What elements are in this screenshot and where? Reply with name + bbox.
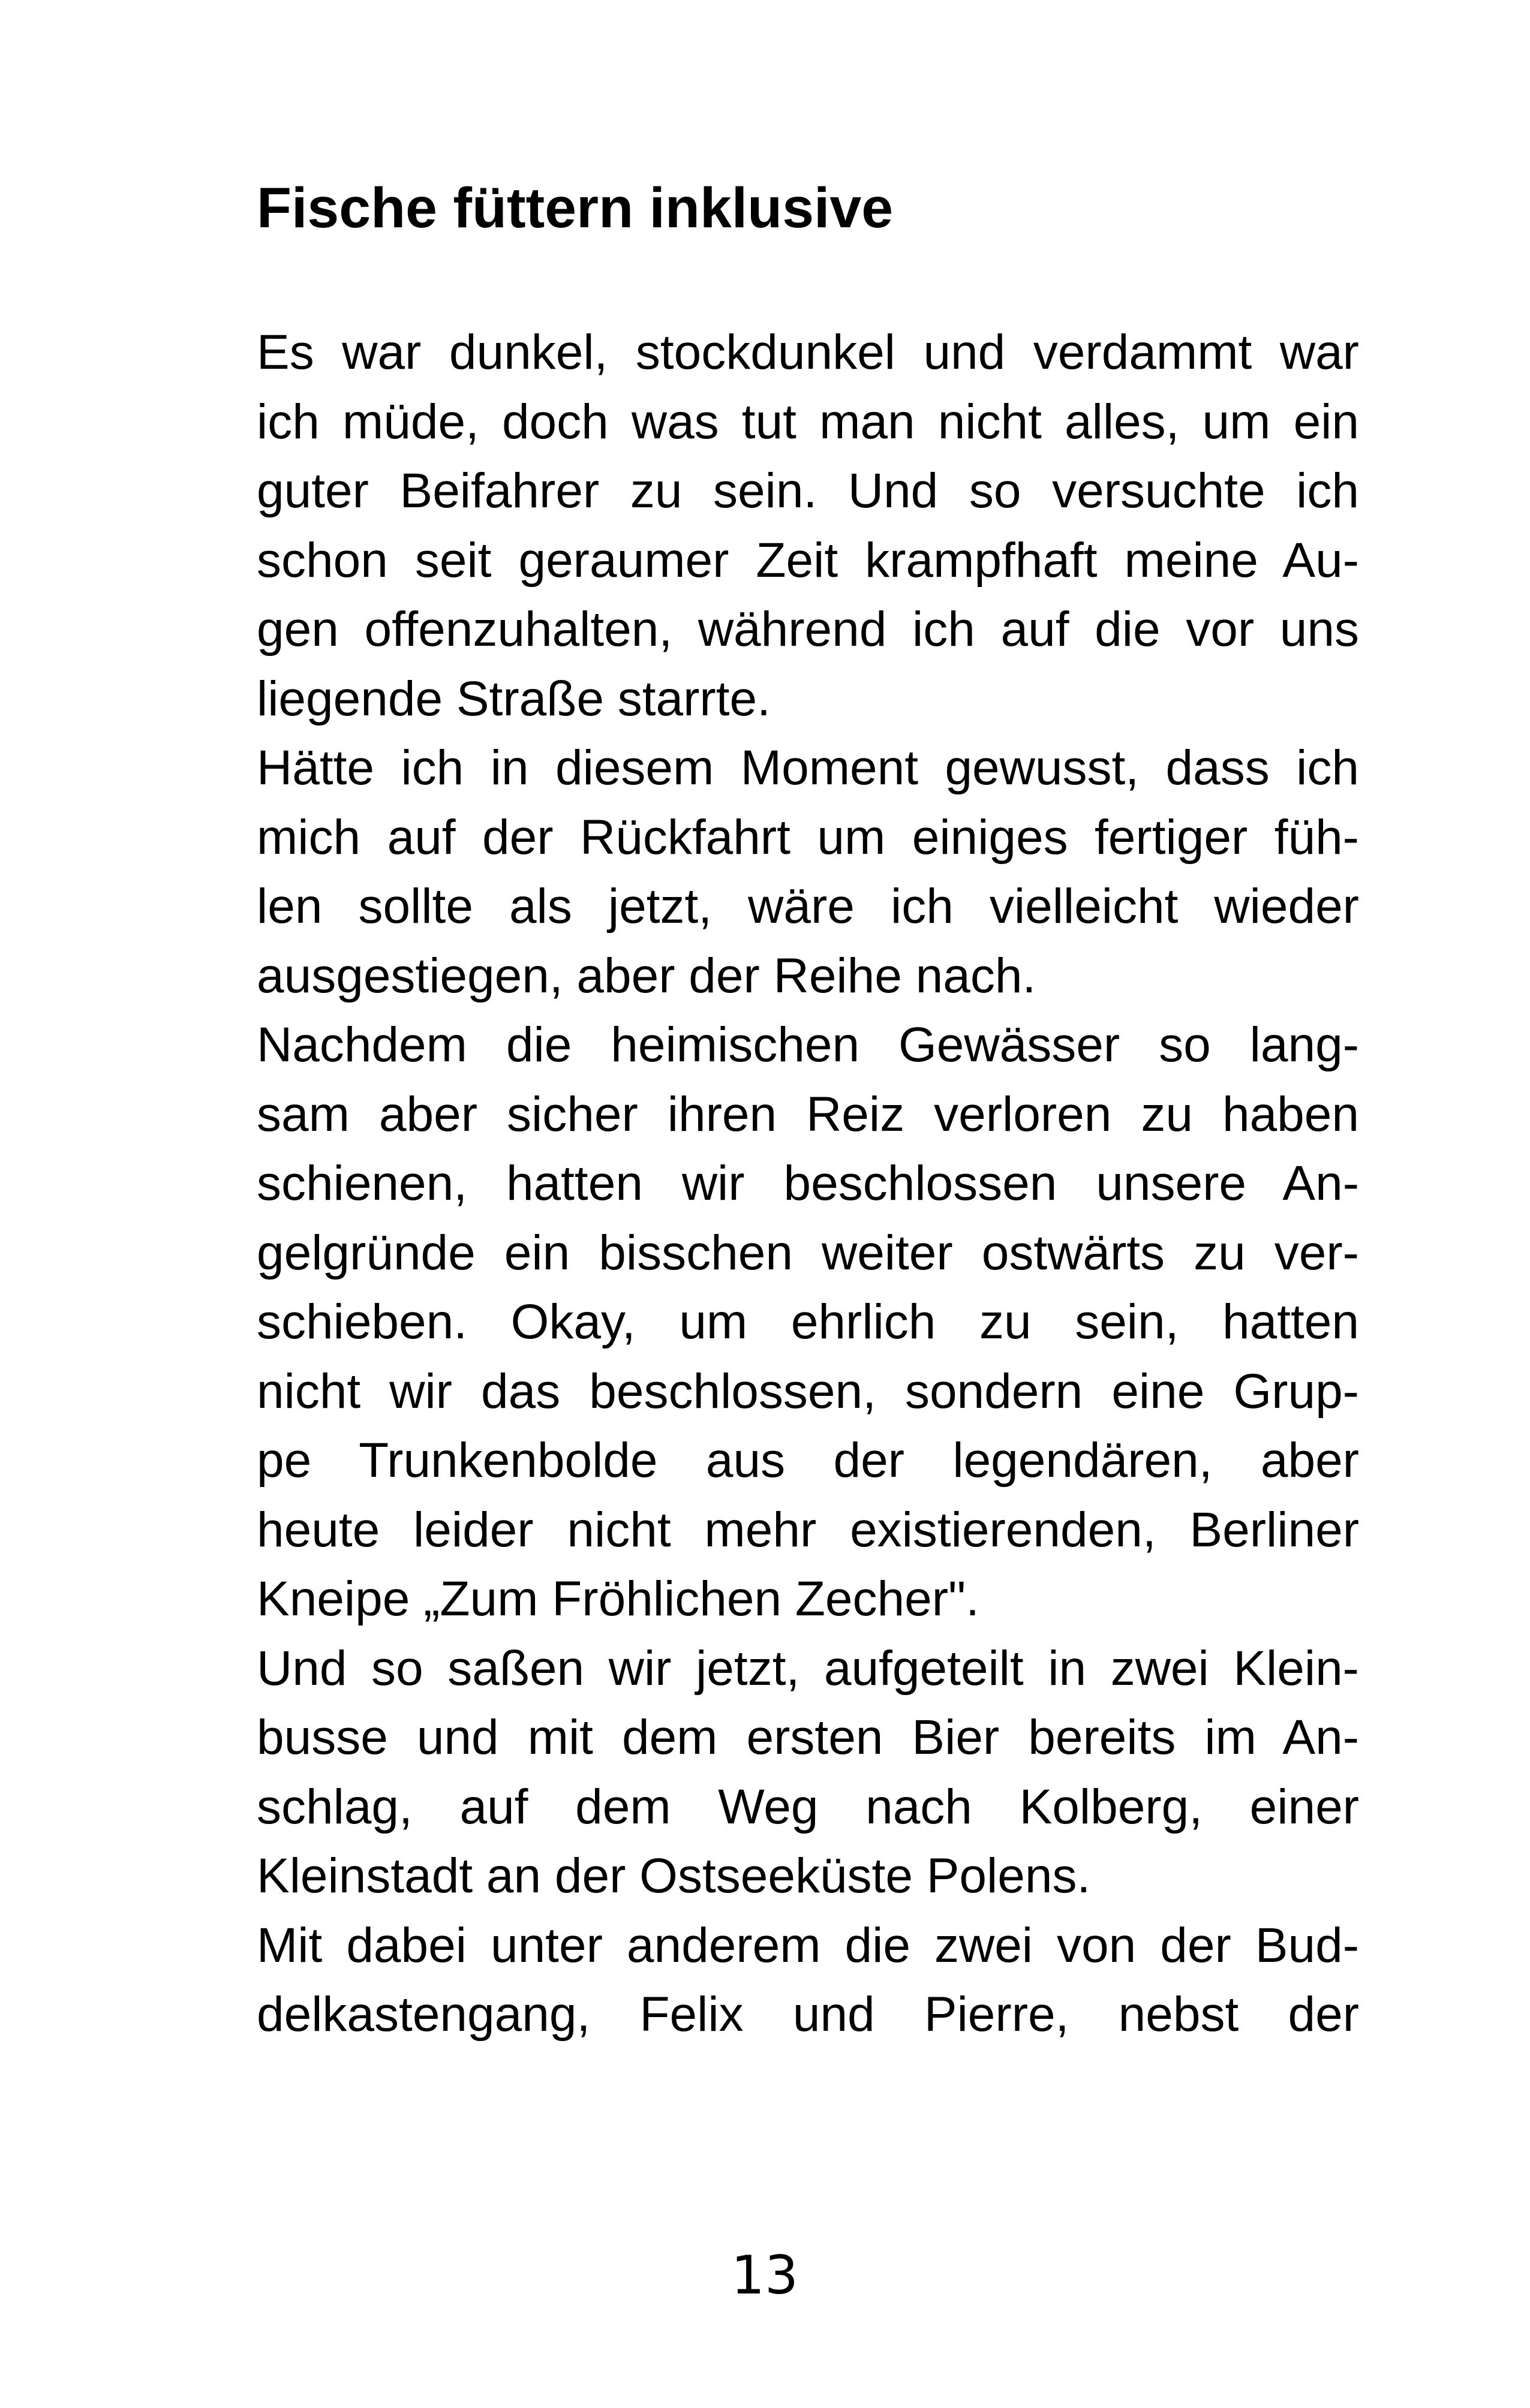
text-line: sam aber sicher ihren Reiz verloren zu haben [257, 1086, 1359, 1142]
text-line: Hätte ich in diesem Moment gewusst, dass ich [257, 741, 1359, 795]
text-line: Und so saßen wir jetzt, aufgeteilt in zwei Klein- [257, 1641, 1359, 1696]
text-line: Es war dunkel, stockdunkel und verdammt war [257, 325, 1359, 380]
text-line: heute leider nicht mehr existierenden, Berliner [257, 1502, 1359, 1557]
text-line: mich auf der Rückfahrt um einiges fertiger füh- [257, 809, 1359, 865]
text-line: delkastengang, Felix und Pierre, nebst der [257, 1987, 1359, 2042]
text-line: schlag, auf dem Weg nach Kolberg, einer [257, 1779, 1359, 1834]
text-line: schienen, hatten wir beschlossen unsere An- [257, 1156, 1359, 1211]
text-line: gelgründe ein bisschen weiter ostwärts zu ver- [257, 1225, 1359, 1280]
text-line: len sollte als jetzt, wäre ich vielleicht wieder [257, 879, 1359, 934]
text-line: Mit dabei unter anderem die zwei von der Bud- [257, 1918, 1359, 1973]
text-line: Kneipe „Zum Fröhlichen Zecher". [257, 1572, 979, 1626]
text-line: schon seit geraumer Zeit krampfhaft meine Au- [257, 532, 1359, 588]
text-line: busse und mit dem ersten Bier bereits im An- [257, 1710, 1359, 1765]
page-number: 13 [731, 2244, 798, 2306]
text-line: ich müde, doch was tut man nicht alles, um ein [257, 394, 1359, 449]
chapter-title: Fische füttern inklusive [257, 176, 894, 240]
body-text [257, 318, 1359, 2049]
text-line: ausgestiegen, aber der Reihe nach. [257, 948, 1036, 1003]
text-line: gen offenzuhalten, während ich auf die vor uns [257, 602, 1359, 657]
text-line: nicht wir das beschlossen, sondern eine Grup- [257, 1363, 1359, 1419]
text-line: Nachdem die heimischen Gewässer so lang- [257, 1018, 1359, 1072]
text-line: pe Trunkenbolde aus der legendären, aber [257, 1433, 1359, 1488]
text-line: schieben. Okay, um ehrlich zu sein, hatten [257, 1295, 1359, 1349]
text-line: liegende Straße starrte. [257, 671, 771, 726]
text-line: guter Beifahrer zu sein. Und so versuchte ich [257, 463, 1359, 518]
text-line: Kleinstadt an der Ostseeküste Polens. [257, 1849, 1091, 1903]
